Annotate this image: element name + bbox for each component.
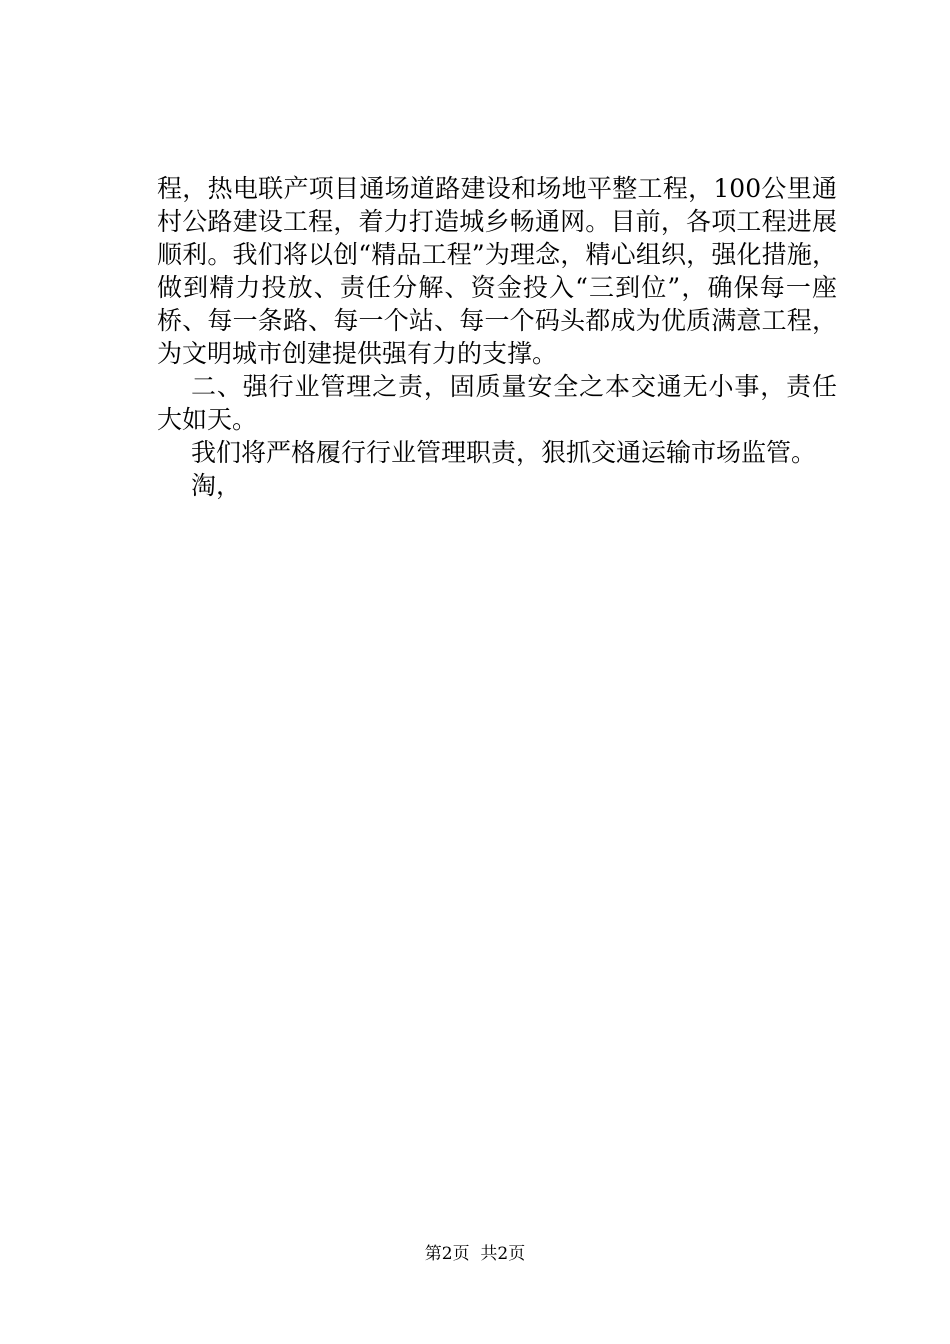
body-line-5: 桥、每一条路、每一个站、每一个码头都成为优质满意工程， [157,306,837,335]
page-number: 第2页 共2页 [424,1244,526,1264]
body-line-9: 我们将严格履行行业管理职责，狠抓交通运输市场监管。 [191,438,817,467]
page-footer [0,1243,950,1265]
body-line-6: 为文明城市创建提供强有力的支撑。 [157,339,558,368]
document-body [157,172,837,502]
section-heading-line-2: 大如天。 [157,405,258,434]
section-heading-line-1: 二、强行业管理之责，固质量安全之本交通无小事，责任 [191,372,837,401]
body-line-4: 做到精力投放、责任分解、资金投入“三到位”，确保每一座 [157,273,837,302]
body-line-2: 村公路建设工程，着力打造城乡畅通网。目前，各项工程进展 [157,207,837,236]
body-line-3: 顺利。我们将以创“精品工程”为理念，精心组织，强化措施， [157,240,837,269]
body-line-10: 淘， [191,471,242,500]
body-line-1: 程，热电联产项目通场道路建设和场地平整工程，100公里通 [157,174,837,203]
